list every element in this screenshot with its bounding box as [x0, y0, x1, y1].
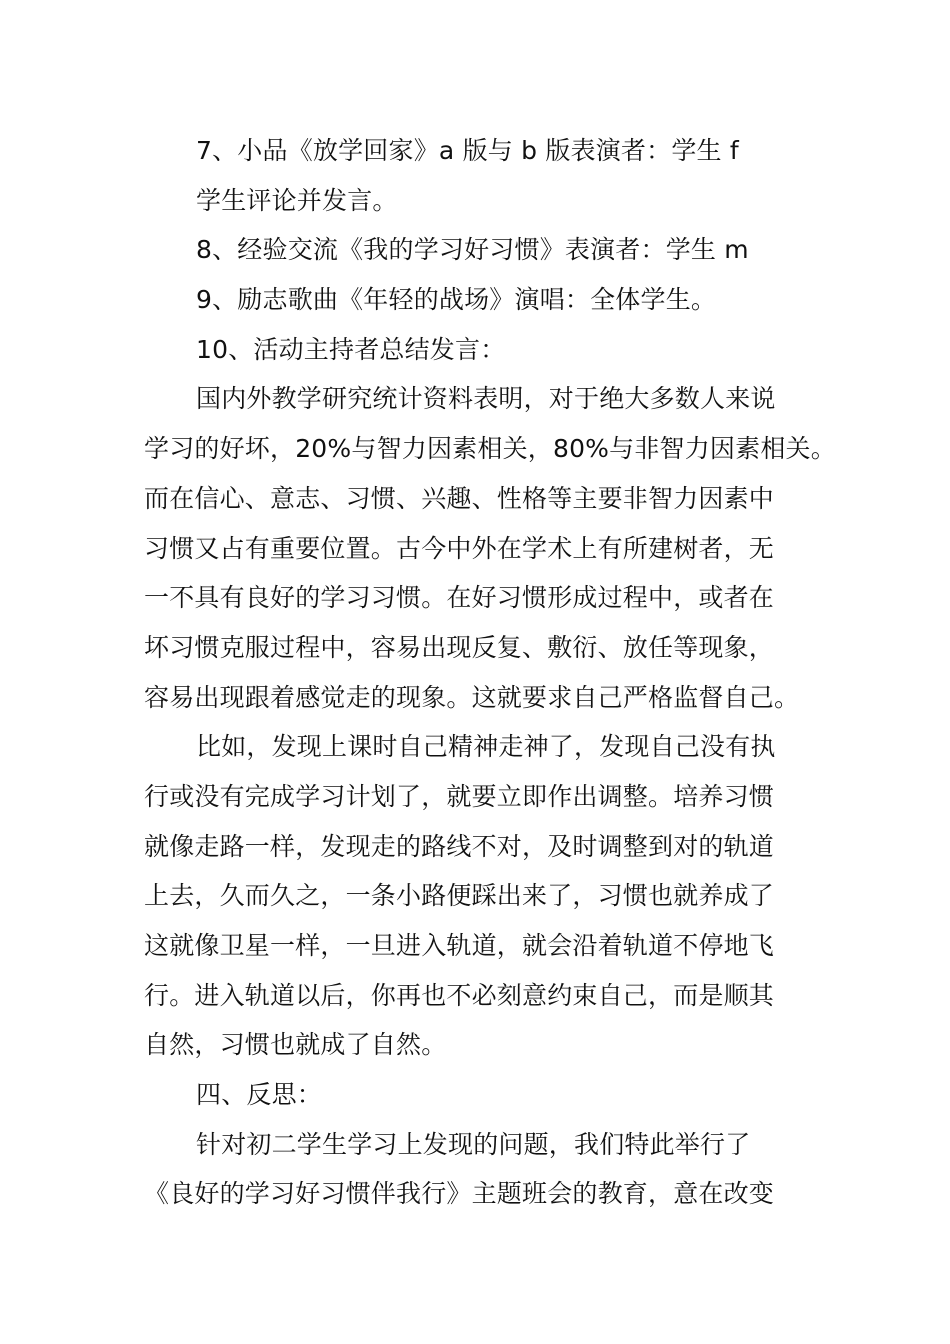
- paragraph-line: 一不具有良好的学习习惯。在好习惯形成过程中，或者在: [144, 583, 775, 613]
- paragraph-line: 容易出现跟着感觉走的现象。这就要求自己严格监督自己。: [144, 682, 800, 712]
- paragraph-line: 坏习惯克服过程中，容易出现反复、敷衍、放任等现象，: [144, 632, 775, 662]
- paragraph-line: 行或没有完成学习计划了，就要立即作出调整。培养习惯: [144, 781, 775, 811]
- section-heading-reflection: 四、反思：: [196, 1080, 323, 1110]
- paragraph-line: 这就像卫星一样，一旦进入轨道，就会沿着轨道不停地飞: [144, 931, 775, 960]
- paragraph-line: 行。进入轨道以后，你再也不必刻意约束自己，而是顺其: [144, 980, 775, 1010]
- paragraph-line: 自然，习惯也就成了自然。: [144, 1030, 447, 1060]
- paragraph-line: 习惯又占有重要位置。古今中外在学术上有所建树者，无: [144, 533, 775, 563]
- paragraph-line: 学习的好坏，20%与智力因素相关，80%与非智力因素相关。: [144, 434, 836, 464]
- paragraph-line: 针对初二学生学习上发现的问题，我们特此举行了: [196, 1129, 751, 1159]
- document-body: [144, 126, 836, 1219]
- paragraph-line: 就像走路一样，发现走的路线不对，及时调整到对的轨道: [144, 831, 775, 861]
- paragraph-line: 上去，久而久之，一条小路便踩出来了，习惯也就养成了: [144, 881, 775, 911]
- program-item-10: 10、活动主持者总结发言：: [196, 334, 506, 364]
- program-item-9: 9、励志歌曲《年轻的战场》演唱：全体学生。: [196, 285, 717, 315]
- paragraph-line: 国内外教学研究统计资料表明，对于绝大多数人来说: [196, 384, 776, 414]
- program-item-7: 7、小品《放学回家》a 版与 b 版表演者：学生 f: [196, 136, 739, 165]
- paragraph-line: 而在信心、意志、习惯、兴趣、性格等主要非智力因素中: [144, 483, 775, 513]
- program-item-8: 8、经验交流《我的学习好习惯》表演者：学生 m: [196, 235, 749, 265]
- paragraph-line: 比如，发现上课时自己精神走神了，发现自己没有执: [196, 732, 776, 762]
- paragraph-line: 《良好的学习好习惯伴我行》主题班会的教育，意在改变: [144, 1179, 775, 1209]
- program-item-7-followup: 学生评论并发言。: [196, 185, 398, 215]
